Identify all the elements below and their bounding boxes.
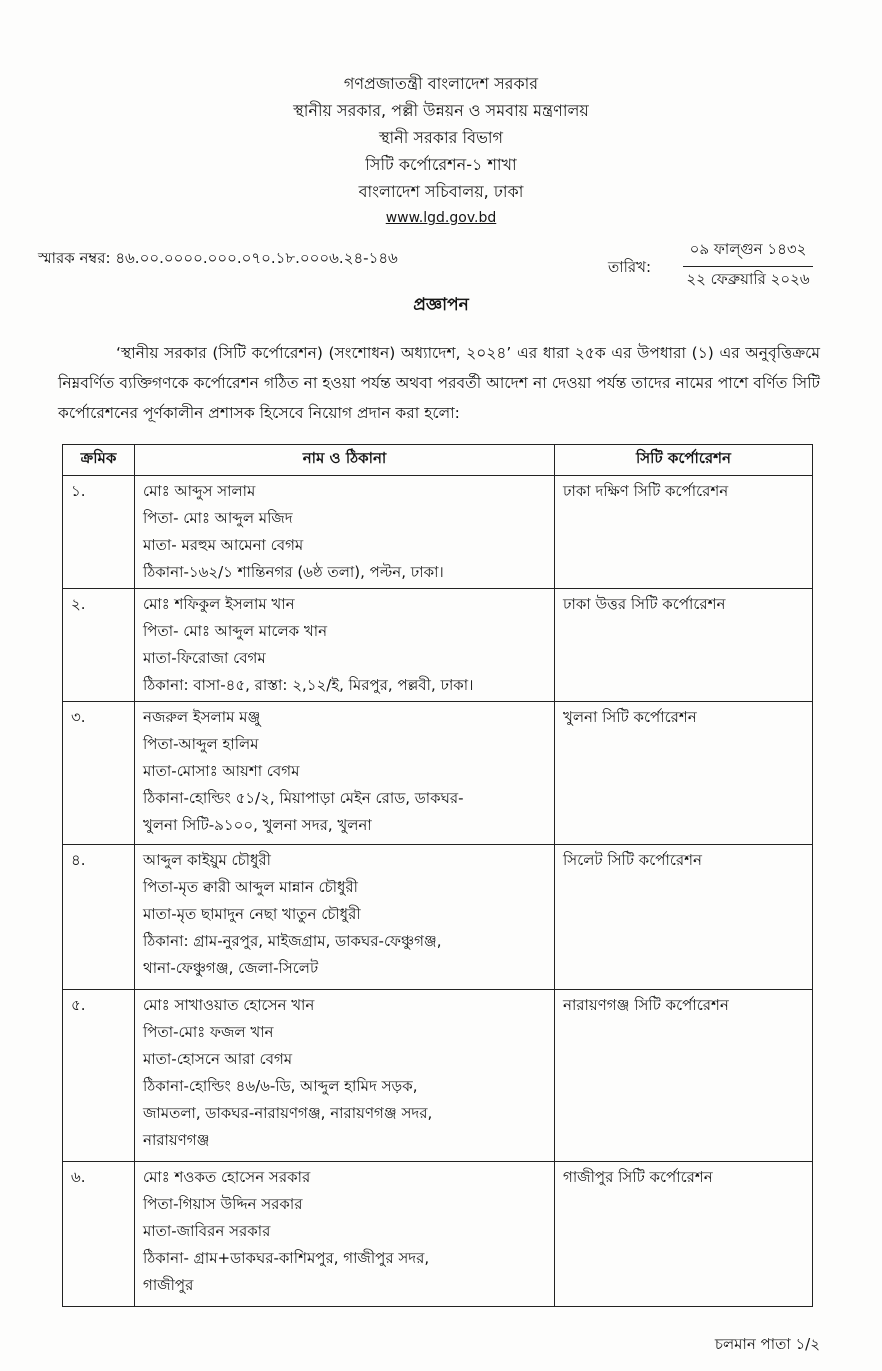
corporation-cell — [555, 845, 813, 990]
table-row — [63, 990, 813, 1162]
serial-number: ৩. — [71, 708, 86, 726]
letterhead-line: স্থানী সরকার বিভাগ — [378, 128, 504, 147]
date-label: তারিখ: — [608, 258, 652, 276]
serial-number: ৬. — [71, 1168, 86, 1186]
serial-number: ৫. — [71, 996, 86, 1014]
serial-number: ১. — [71, 482, 86, 500]
serial-number: ২. — [71, 595, 86, 613]
date-bangla: ০৯ ফাল্গুন ১৪৩২ — [683, 238, 813, 267]
letterhead-line: গণপ্রজাতন্ত্রী বাংলাদেশ সরকার — [343, 74, 539, 93]
appointment-table — [62, 444, 813, 1307]
name-address-line: আব্দুল কাইয়ুম চৌধুরী — [143, 851, 271, 869]
date-english: ২২ ফেব্রুয়ারি ২০২৬ — [686, 270, 810, 288]
serial-cell — [63, 990, 135, 1162]
name-address-cell — [135, 589, 555, 702]
name-address-line: মোঃ শওকত হোসেন সরকার — [143, 1168, 311, 1186]
page-continuation: চলমান পাতা ১/২ — [714, 1335, 820, 1353]
name-address-cell — [135, 476, 555, 589]
website-link[interactable]: www.lgd.gov.bd — [385, 210, 497, 226]
name-address-line: পিতা- মোঃ আব্দুল মালেক খান — [143, 622, 328, 640]
name-address-line: ঠিকানা-হোল্ডিং ৫১/২, মিয়াপাড়া মেইন রোড, ডাকঘর- — [143, 789, 464, 807]
memo-number: স্মারক নম্বর: ৪৬.০০.০০০০.০০০.০৭০.১৮.০০০৬.২৪-১৪৬ — [38, 249, 398, 267]
corporation-name: ঢাকা উত্তর সিটি কর্পোরেশন — [563, 595, 726, 613]
name-address-line: ঠিকানা- গ্রাম+ডাকঘর-কাশিমপুর, গাজীপুর সদর, — [143, 1249, 430, 1267]
corporation-cell — [555, 476, 813, 589]
name-address-cell — [135, 990, 555, 1162]
corporation-name: নারায়ণগঞ্জ সিটি কর্পোরেশন — [563, 996, 729, 1014]
corporation-name: সিলেট সিটি কর্পোরেশন — [563, 851, 702, 869]
corporation-name: গাজীপুর সিটি কর্পোরেশন — [563, 1168, 713, 1186]
name-address-line: ঠিকানা: বাসা-৪৫, রাস্তা: ২,১২/ই, মিরপুর, পল্লবী, ঢাকা। — [143, 676, 474, 694]
name-address-line: মাতা-মৃত ছামাদুন নেছা খাতুন চৌধুরী — [143, 905, 361, 923]
header-corporation: সিটি কর্পোরেশন — [555, 445, 813, 476]
name-address-line: থানা-ফেঞ্চুগঞ্জ, জেলা-সিলেট — [143, 959, 319, 977]
name-address-line: ঠিকানা-১৬২/১ শান্তিনগর (৬ষ্ঠ তলা), পল্টন, ঢাকা। — [143, 563, 444, 581]
name-address-line: পিতা-আব্দুল হালিম — [143, 735, 259, 753]
serial-cell — [63, 702, 135, 845]
serial-cell — [63, 476, 135, 589]
name-address-line: মাতা- মরহুম আমেনা বেগম — [143, 536, 304, 554]
name-address-line: খুলনা সিটি-৯১০০, খুলনা সদর, খুলনা — [143, 816, 372, 834]
name-address-line: মাতা-জাবিরন সরকার — [143, 1222, 271, 1240]
corporation-cell — [555, 990, 813, 1162]
name-address-line: পিতা-মোঃ ফজল খান — [143, 1023, 274, 1041]
letterhead — [0, 70, 882, 232]
corporation-cell — [555, 589, 813, 702]
corporation-name: ঢাকা দক্ষিণ সিটি কর্পোরেশন — [563, 482, 729, 500]
name-address-line: মোঃ আব্দুস সালাম — [143, 482, 256, 500]
name-address-line: পিতা-মৃত ক্বারী আব্দুল মান্নান চৌধুরী — [143, 878, 358, 896]
serial-cell — [63, 589, 135, 702]
name-address-line: নজরুল ইসলাম মঞ্জু — [143, 708, 261, 726]
letterhead-line: স্থানীয় সরকার, পল্লী উন্নয়ন ও সমবায় মন্ত্রণালয় — [293, 101, 589, 120]
letterhead-line: বাংলাদেশ সচিবালয়, ঢাকা — [358, 182, 524, 201]
table-row — [63, 845, 813, 990]
name-address-line: মাতা-হোসনে আরা বেগম — [143, 1050, 293, 1068]
name-address-line: পিতা- মোঃ আব্দুল মজিদ — [143, 509, 293, 527]
name-address-line: মোঃ সাখাওয়াত হোসেন খান — [143, 996, 315, 1014]
corporation-name: খুলনা সিটি কর্পোরেশন — [563, 708, 697, 726]
name-address-cell — [135, 845, 555, 990]
name-address-line: গাজীপুর — [143, 1276, 194, 1294]
header-serial: ক্রমিক — [63, 445, 135, 476]
name-address-line: ঠিকানা-হোল্ডিং ৪৬/৬-ডি, আব্দুল হামিদ সড়ক, — [143, 1077, 418, 1095]
table-row — [63, 476, 813, 589]
letterhead-line: সিটি কর্পোরেশন-১ শাখা — [365, 155, 517, 174]
table-row — [63, 589, 813, 702]
name-address-cell — [135, 1162, 555, 1307]
corporation-cell — [555, 1162, 813, 1307]
name-address-line: ঠিকানা: গ্রাম-নুরপুর, মাইজগ্রাম, ডাকঘর-ফেঞ্চুগঞ্জ, — [143, 932, 442, 950]
document-title: প্রজ্ঞাপন — [413, 295, 469, 315]
name-address-line: পিতা-গিয়াস উদ্দিন সরকার — [143, 1195, 303, 1213]
name-address-line: জামতলা, ডাকঘর-নারায়ণগঞ্জ, নারায়ণগঞ্জ সদর, — [143, 1104, 433, 1122]
name-address-line: নারায়ণগঞ্জ — [143, 1131, 210, 1149]
table-header-row — [63, 445, 813, 476]
corporation-cell — [555, 702, 813, 845]
serial-cell — [63, 845, 135, 990]
notice-paragraph: ‘স্থানীয় সরকার (সিটি কর্পোরেশন) (সংশোধন) অধ্যাদেশ, ২০২৪’ এর ধারা ২৫ক এর উপধারা (১) এর অনুবৃত্তিক্রমে নিম্নবর্ণিত ব্যক্তিগণকে কর্পোরেশন গঠিত না হওয়া পর্যন্ত অথবা পরবর্তী আদেশ না দেওয়া পর্যন্ত তাদের নামের পাশে বর্ণিত সিটি কর্পোরেশনের পূর্ণকালীন প্রশাসক হিসেবে নিয়োগ প্রদান করা হলো: — [58, 344, 820, 422]
name-address-line: মাতা-মোসাঃ আয়শা বেগম — [143, 762, 300, 780]
serial-number: ৪. — [71, 851, 86, 869]
name-address-cell — [135, 702, 555, 845]
name-address-line: মোঃ শফিকুল ইসলাম খান — [143, 595, 295, 613]
header-name-address: নাম ও ঠিকানা — [135, 445, 555, 476]
table-row — [63, 702, 813, 845]
table-row — [63, 1162, 813, 1307]
name-address-line: মাতা-ফিরোজা বেগম — [143, 649, 266, 667]
serial-cell — [63, 1162, 135, 1307]
